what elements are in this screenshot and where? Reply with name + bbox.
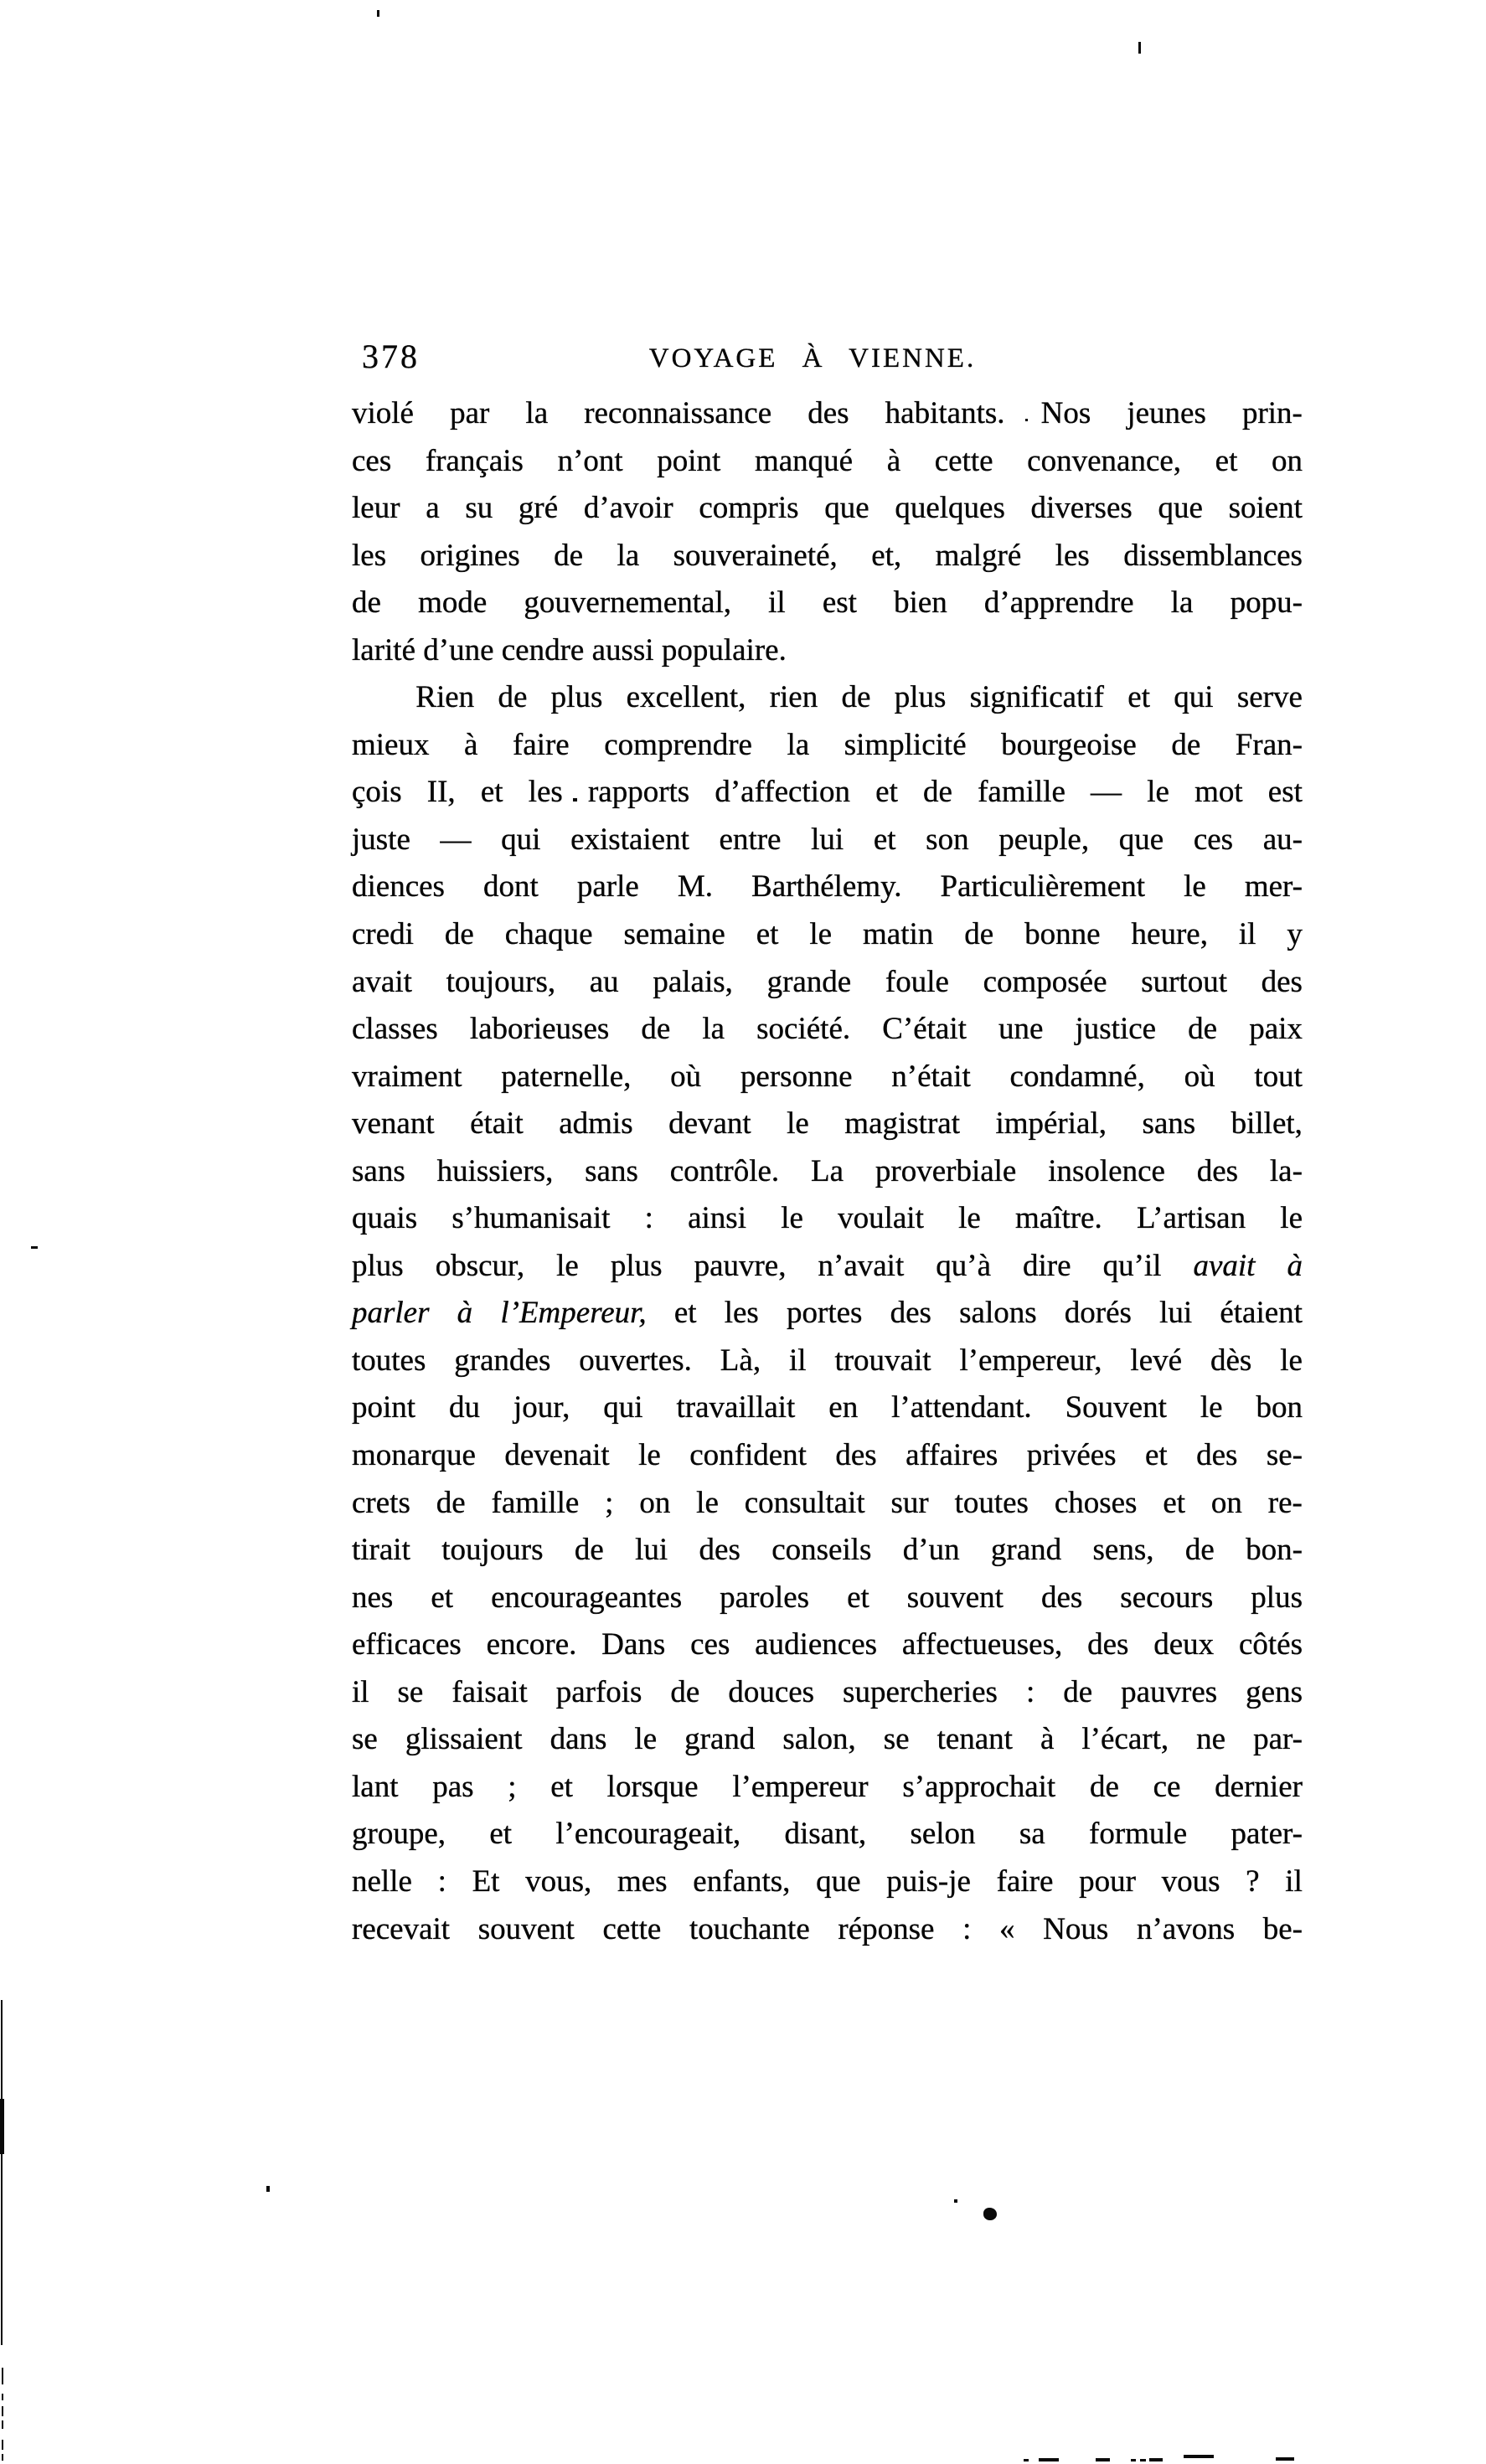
text-line: il se faisait parfois de douces supercheries : de pauvres gens: [352, 1674, 1303, 1709]
text-line: sans huissiers, sans contrôle. La proverbiale insolence des la-: [352, 1153, 1303, 1188]
text-line: credi de chaque semaine et le matin de bonne heure, il y: [352, 917, 1303, 952]
text-line: violé par la reconnaissance des habitants. Nos jeunes prin-: [352, 396, 1303, 430]
text-line: se glissaient dans le grand salon, se tenant à l’écart, ne par-: [352, 1722, 1303, 1757]
text-line: venant était admis devant le magistrat impérial, sans billet,: [352, 1106, 1303, 1142]
scan-noise-mark: [2, 2420, 3, 2429]
scan-noise-mark: [2, 2368, 3, 2384]
text-line: larité d’une cendre aussi populaire.: [352, 632, 787, 668]
scan-noise-mark: [1024, 2459, 1029, 2461]
text-line: avait toujours, au palais, grande foule composée surtout des: [352, 964, 1303, 999]
ink-blob: [983, 2208, 997, 2220]
text-line: les origines de la souveraineté, et, malgré les dissemblances: [352, 538, 1303, 573]
scan-noise-mark: [1039, 2458, 1059, 2461]
text-line: diences dont parle M. Barthélemy. Particulièrement le mer-: [352, 869, 1303, 905]
text-line: recevait souvent cette touchante réponse : « Nous n’avons be-: [352, 1911, 1303, 1946]
scan-noise-mark: [573, 798, 577, 802]
scan-noise-mark: [1184, 2455, 1214, 2458]
scan-noise-mark: [2, 2406, 3, 2416]
page-number: 378: [362, 338, 420, 375]
text-line: monarque devenait le confident des affaires privées et des se-: [352, 1438, 1303, 1473]
text-line: çois II, et les rapports d’affection et de famille — le mot est: [352, 775, 1303, 810]
scan-noise-mark: [1149, 2458, 1163, 2461]
scan-noise-mark: [377, 10, 379, 17]
scan-noise-mark: [2, 2440, 3, 2450]
text-line: classes laborieuses de la société. C’était une justice de paix: [352, 1012, 1303, 1047]
scan-noise-mark: [0, 2099, 4, 2154]
text-line: nes et encourageantes paroles et souvent des secours plus: [352, 1580, 1303, 1615]
text-line: ces français n’ont point manqué à cette convenance, et on: [352, 443, 1303, 478]
scan-noise-mark: [1025, 419, 1028, 421]
text-line: groupe, et l’encourageait, disant, selon sa formule pater-: [352, 1817, 1303, 1852]
text-line: mieux à faire comprendre la simplicité bourgeoise de Fran-: [352, 727, 1303, 762]
text-line: nelle : Et vous, mes enfants, que puis-je faire pour vous ? il: [352, 1863, 1303, 1899]
text-line: point du jour, qui travaillait en l’attendant. Souvent le bon: [352, 1390, 1303, 1425]
text-line: quais s’humanisait : ainsi le voulait le maître. L’artisan le: [352, 1201, 1303, 1236]
scan-noise-mark: [1, 2000, 3, 2345]
text-line: toutes grandes ouvertes. Là, il trouvait l’empereur, levé dès le: [352, 1343, 1303, 1378]
text-line: tirait toujours de lui des conseils d’un grand sens, de bon-: [352, 1533, 1303, 1568]
scan-noise-mark: [1138, 42, 1141, 54]
scan-noise-mark: [31, 1246, 38, 1249]
scan-noise-mark: [954, 2199, 957, 2203]
scan-noise-mark: [266, 2186, 270, 2192]
scan-noise-mark: [1276, 2457, 1294, 2461]
page-body-text: [352, 390, 1303, 1953]
text-line: de mode gouvernemental, il est bien d’apprendre la popu-: [352, 585, 1303, 621]
running-title: VOYAGE À VIENNE.: [648, 343, 977, 374]
text-line: plus obscur, le plus pauvre, n’avait qu’à dire qu’il avait à: [352, 1248, 1303, 1283]
text-line: parler à l’Empereur, et les portes des salons dorés lui étaient: [352, 1296, 1303, 1331]
text-line: efficaces encore. Dans ces audiences affectueuses, des deux côtés: [352, 1627, 1303, 1662]
text-line: crets de famille ; on le consultait sur toutes choses et on re-: [352, 1485, 1303, 1520]
scan-noise-mark: [2, 2454, 3, 2461]
text-line: Rien de plus excellent, rien de plus significatif et qui serve: [415, 680, 1303, 715]
scan-noise-mark: [1140, 2459, 1146, 2461]
scan-noise-mark: [1096, 2458, 1110, 2461]
text-line: juste — qui existaient entre lui et son peuple, que ces au-: [352, 822, 1303, 857]
text-line: lant pas ; et lorsque l’empereur s’approchait de ce dernier: [352, 1769, 1303, 1804]
scan-noise-mark: [2, 2394, 3, 2400]
scan-noise-mark: [1131, 2459, 1136, 2461]
text-line: leur a su gré d’avoir compris que quelques diverses que soient: [352, 491, 1303, 526]
text-line: vraiment paternelle, où personne n’était condamné, où tout: [352, 1059, 1303, 1094]
